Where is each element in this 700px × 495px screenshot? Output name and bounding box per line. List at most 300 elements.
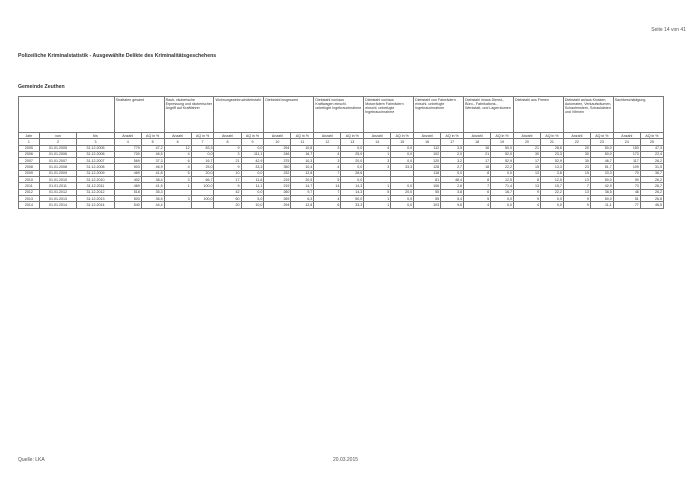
value-cell: 4 — [164, 151, 191, 157]
value-cell: 22,4 — [640, 151, 663, 157]
column-number: 14 — [364, 139, 391, 145]
group-header-empty — [19, 97, 115, 133]
value-cell: 0,0 — [341, 177, 364, 183]
column-header: AQ in % — [541, 133, 564, 139]
value-cell: 7 — [314, 170, 341, 176]
value-cell: 109 — [613, 164, 640, 170]
column-header: AQ in % — [241, 133, 264, 139]
value-cell: 1 — [364, 183, 391, 189]
value-cell: 11,1 — [241, 183, 264, 189]
value-cell: 17 — [513, 158, 540, 164]
column-number: 15 — [391, 139, 414, 145]
column-number: 5 — [141, 139, 164, 145]
value-cell: 46 — [613, 189, 640, 195]
column-number: 24 — [613, 139, 640, 145]
value-cell: 5 — [364, 189, 391, 195]
date-cell: 31.12.2011 — [77, 183, 114, 189]
year-cell: 2014 — [19, 202, 40, 208]
column-number: 18 — [464, 139, 491, 145]
value-cell: 16,7 — [191, 158, 214, 164]
column-header: Anzahl — [613, 133, 640, 139]
value-cell: 294 — [264, 202, 291, 208]
value-cell: 10,3 — [291, 158, 314, 164]
value-cell: 66,7 — [191, 177, 214, 183]
column-header: AQ in % — [141, 133, 164, 139]
value-cell: 128 — [414, 164, 441, 170]
date-cell: 01.01.2005 — [39, 145, 76, 151]
value-cell: 118 — [414, 170, 441, 176]
value-cell: 3 — [164, 195, 191, 201]
value-cell: 26,2 — [640, 177, 663, 183]
value-cell: 0,0 — [241, 189, 264, 195]
group-header: Diebstahl insgesamt — [264, 97, 314, 133]
value-cell: 21 — [464, 151, 491, 157]
column-header: AQ in % — [491, 133, 514, 139]
value-cell: 469 — [114, 170, 141, 176]
value-cell: 260 — [264, 189, 291, 195]
value-cell: 10,8 — [291, 145, 314, 151]
column-header: Anzahl — [513, 133, 540, 139]
value-cell: 0,0 — [391, 195, 414, 201]
value-cell: 21 — [214, 158, 241, 164]
value-cell: 7 — [314, 189, 341, 195]
value-cell: 10,4 — [291, 164, 314, 170]
value-cell: 13 — [513, 170, 540, 176]
value-cell: 100,0 — [191, 195, 214, 201]
value-cell: 28,6 — [341, 170, 364, 176]
value-cell: 0,0 — [341, 164, 364, 170]
column-number: 3 — [77, 139, 114, 145]
value-cell: 0,0 — [391, 145, 414, 151]
column-header: AQ in % — [341, 133, 364, 139]
value-cell: 3 — [164, 177, 191, 183]
value-cell: 6 — [164, 158, 191, 164]
value-cell: 15 — [563, 170, 590, 176]
value-cell: 0,0 — [491, 195, 514, 201]
value-cell: 117 — [613, 158, 640, 164]
value-cell: 8 — [513, 177, 540, 183]
value-cell: 9 — [214, 145, 241, 151]
value-cell: 503 — [114, 195, 141, 201]
column-number: 17 — [441, 139, 464, 145]
value-cell: 3,2 — [441, 158, 464, 164]
value-cell: 47,3 — [640, 145, 663, 151]
value-cell: 103 — [414, 202, 441, 208]
value-cell: 15 — [513, 164, 540, 170]
value-cell: 31,5 — [640, 164, 663, 170]
column-number: 2 — [39, 139, 76, 145]
value-cell: 25,0 — [341, 151, 364, 157]
value-cell: 20,5 — [291, 177, 314, 183]
value-cell: 11,1 — [590, 202, 613, 208]
value-cell: 0,0 — [191, 151, 214, 157]
value-cell: 46,7 — [590, 158, 613, 164]
table-row — [19, 202, 664, 208]
value-cell: 22,2 — [541, 189, 564, 195]
value-cell: 10,0 — [241, 202, 264, 208]
value-cell: 3 — [314, 158, 341, 164]
value-cell: 3 — [214, 151, 241, 157]
value-cell: 4 — [164, 164, 191, 170]
value-cell: 46,5 — [640, 202, 663, 208]
value-cell: 112 — [414, 145, 441, 151]
value-cell: 12,5 — [541, 177, 564, 183]
column-header: AQ in % — [441, 133, 464, 139]
value-cell: 33,3 — [241, 164, 264, 170]
value-cell: 50,0 — [590, 177, 613, 183]
value-cell: 16,7 — [491, 189, 514, 195]
value-cell: 17 — [464, 158, 491, 164]
value-cell: 26,2 — [640, 158, 663, 164]
value-cell: 111,1 — [241, 151, 264, 157]
group-header: Raub, räuberische Erpressung und räuberischer Angriff auf Kraftfahrer — [164, 97, 214, 133]
value-cell: 1 — [364, 195, 391, 201]
value-cell: 173 — [613, 151, 640, 157]
column-header: Anzahl — [464, 133, 491, 139]
group-header: Diebstahl aus Firmen — [513, 97, 563, 133]
date-cell: 01.01.2009 — [39, 170, 76, 176]
value-cell: 0,0 — [491, 170, 514, 176]
value-cell: 6 — [314, 202, 341, 208]
column-number: 13 — [341, 139, 364, 145]
column-header: bis — [77, 133, 114, 139]
column-header: Anzahl — [364, 133, 391, 139]
value-cell: 10 — [214, 170, 241, 176]
value-cell: 20,0 — [191, 170, 214, 176]
value-cell: 2,8 — [441, 183, 464, 189]
value-cell: 42 — [214, 189, 241, 195]
value-cell: 6,3 — [291, 195, 314, 201]
value-cell: 0,0 — [491, 202, 514, 208]
value-cell: 83,3 — [191, 145, 214, 151]
value-cell: 50,0 — [590, 195, 613, 201]
value-cell: 20 — [563, 145, 590, 151]
date-cell: 01.01.2013 — [39, 195, 76, 201]
value-cell: 51 — [613, 195, 640, 201]
value-cell: 269 — [264, 195, 291, 201]
group-header: Diebstahl an/aus Kiosken, Automaten, Verkaufsräumen, Schaufenstern, Schaukästen und Vitrinen — [563, 97, 613, 133]
value-cell: 73 — [613, 183, 640, 189]
value-cell: 23,3 — [541, 151, 564, 157]
value-cell: 13 — [563, 189, 590, 195]
value-cell: 35,3 — [141, 189, 164, 195]
value-cell: 402 — [114, 177, 141, 183]
value-cell: 0,0 — [241, 145, 264, 151]
value-cell: 44,4 — [141, 202, 164, 208]
value-cell: 294 — [264, 145, 291, 151]
value-cell: 219 — [264, 177, 291, 183]
column-number: 8 — [214, 139, 241, 145]
value-cell: 81 — [414, 177, 441, 183]
column-number: 25 — [640, 139, 663, 145]
date-cell: 31.12.2012 — [77, 189, 114, 195]
value-cell: 3 — [364, 164, 391, 170]
value-cell: 375 — [264, 158, 291, 164]
value-cell: 52,9 — [541, 158, 564, 164]
value-cell: 48,4 — [441, 177, 464, 183]
date-cell: 01.01.2008 — [39, 164, 76, 170]
value-cell: 30 — [513, 151, 540, 157]
column-header: Jahr — [19, 133, 40, 139]
footer-source: Quelle: LKA — [18, 457, 45, 463]
value-cell: 90 — [613, 177, 640, 183]
column-number: 12 — [314, 139, 341, 145]
value-cell: 5,4 — [441, 195, 464, 201]
column-header: Anzahl — [114, 133, 141, 139]
value-cell: 26,8 — [640, 195, 663, 201]
value-cell: 3 — [364, 158, 391, 164]
column-number: 19 — [491, 139, 514, 145]
value-cell: 36,5 — [141, 195, 164, 201]
value-cell: 33,3 — [391, 164, 414, 170]
column-number: 10 — [264, 139, 291, 145]
column-header: Anzahl — [563, 133, 590, 139]
value-cell: 12,8 — [291, 170, 314, 176]
page-number: Seite 14 von 41 — [651, 27, 686, 33]
value-cell: 3 — [314, 145, 341, 151]
date-cell: 31.12.2010 — [77, 177, 114, 183]
column-header: Anzahl — [314, 133, 341, 139]
value-cell: 120 — [414, 158, 441, 164]
group-header: Diebstahl in/aus Dienst-, Büro-, Fabrikations-, Werkstatt- und Lagerräumen — [464, 97, 514, 133]
value-cell: 6 — [464, 189, 491, 195]
value-cell: 700 — [114, 151, 141, 157]
value-cell: 16,7 — [291, 151, 314, 157]
value-cell: 38,5 — [590, 189, 613, 195]
value-cell: 0,0 — [391, 183, 414, 189]
value-cell: 26,2 — [640, 189, 663, 195]
value-cell: 13 — [563, 177, 590, 183]
value-cell: 9 — [563, 202, 590, 208]
value-cell: 246 — [264, 151, 291, 157]
value-cell: 4 — [364, 145, 391, 151]
value-cell: 5,0 — [241, 195, 264, 201]
value-cell: 55 — [414, 189, 441, 195]
year-cell: 2010 — [19, 177, 40, 183]
group-header: Sachbeschädigung — [613, 97, 663, 133]
value-cell: 15,7 — [541, 183, 564, 189]
year-cell: 2012 — [19, 189, 40, 195]
value-cell: 569 — [114, 158, 141, 164]
value-cell: 17 — [214, 177, 241, 183]
value-cell: 46,9 — [141, 164, 164, 170]
column-header: AQ in % — [191, 133, 214, 139]
value-cell: 540 — [114, 202, 141, 208]
value-cell: 14,7 — [291, 183, 314, 189]
value-cell: 4 — [314, 195, 341, 201]
value-cell: 0,0 — [541, 202, 564, 208]
value-cell: 47,2 — [141, 145, 164, 151]
year-cell: 2013 — [19, 195, 40, 201]
date-cell: 31.12.2006 — [77, 151, 114, 157]
value-cell: 9,7 — [291, 189, 314, 195]
value-cell: 21 — [513, 145, 540, 151]
year-cell: 2005 — [19, 145, 40, 151]
column-number: 21 — [541, 139, 564, 145]
value-cell: 51,7 — [590, 164, 613, 170]
column-number: 16 — [414, 139, 441, 145]
group-header: Diebstahl von Fahrrädern einschl. unbefugte Ingebrauchnahme — [414, 97, 464, 133]
column-header: AQ in % — [291, 133, 314, 139]
value-cell: 0,0 — [391, 151, 414, 157]
value-cell — [191, 202, 214, 208]
value-cell: 9 — [513, 189, 540, 195]
value-cell: 5 — [314, 177, 341, 183]
value-cell: 46,5 — [141, 151, 164, 157]
value-cell: 1 — [364, 151, 391, 157]
value-cell: 13,3 — [541, 164, 564, 170]
value-cell: 38,4 — [141, 177, 164, 183]
year-cell: 2009 — [19, 170, 40, 176]
value-cell: 70 — [613, 170, 640, 176]
date-cell: 01.01.2006 — [39, 151, 76, 157]
group-header: Straftaten gesamt — [114, 97, 164, 133]
value-cell: 350 — [264, 164, 291, 170]
value-cell — [164, 202, 191, 208]
value-cell: 13 — [513, 183, 540, 189]
value-cell: 0,0 — [441, 170, 464, 176]
value-cell: 12 — [164, 145, 191, 151]
value-cell: 22,2 — [491, 164, 514, 170]
value-cell: 50,0 — [341, 195, 364, 201]
value-cell: 3,8 — [541, 170, 564, 176]
column-number: 22 — [563, 139, 590, 145]
date-cell: 01.01.2011 — [39, 183, 76, 189]
year-cell: 2007 — [19, 158, 40, 164]
value-cell: 7 — [563, 183, 590, 189]
value-cell: 8 — [464, 170, 491, 176]
value-cell: 77 — [613, 202, 640, 208]
value-cell: 26,7 — [640, 183, 663, 189]
value-cell: 12,8 — [291, 202, 314, 208]
year-cell: 2008 — [19, 164, 40, 170]
value-cell: 30 — [563, 151, 590, 157]
value-cell: 0,0 — [391, 158, 414, 164]
value-cell: 106 — [414, 183, 441, 189]
group-header-row — [19, 97, 664, 133]
value-cell: 219 — [264, 183, 291, 189]
value-cell: 9,6 — [441, 202, 464, 208]
value-cell: 33,3 — [341, 202, 364, 208]
value-cell: 71,4 — [491, 183, 514, 189]
date-cell: 01.01.2012 — [39, 189, 76, 195]
value-cell: 9 — [214, 164, 241, 170]
value-cell: 9 — [214, 183, 241, 189]
value-cell: 14 — [314, 183, 341, 189]
value-cell: 16 — [464, 145, 491, 151]
column-number: 20 — [513, 139, 540, 145]
column-header: Anzahl — [164, 133, 191, 139]
year-cell: 2006 — [19, 151, 40, 157]
value-cell: 25,0 — [191, 164, 214, 170]
value-cell: 50,0 — [590, 145, 613, 151]
value-cell: 14,3 — [341, 183, 364, 189]
value-cell: 36,7 — [640, 170, 663, 176]
value-cell: 37,3 — [141, 158, 164, 164]
value-cell: 33,3 — [590, 170, 613, 176]
column-number: 1 — [19, 139, 40, 145]
value-cell: 30 — [563, 158, 590, 164]
value-cell: 2,0 — [441, 151, 464, 157]
date-cell: 31.12.2014 — [77, 202, 114, 208]
date-cell: 31.12.2008 — [77, 164, 114, 170]
value-cell: 150 — [613, 145, 640, 151]
value-cell: 0,0 — [541, 195, 564, 201]
value-cell: 3,5 — [441, 145, 464, 151]
value-cell: 55 — [414, 195, 441, 201]
value-cell: 518 — [114, 189, 141, 195]
column-number: 9 — [241, 139, 264, 145]
column-header: AQ in % — [590, 133, 613, 139]
group-header: Diebstahl von/aus Motorrädern Fahrrädern einschl. unbefugte Ingebrauchnahme — [364, 97, 414, 133]
value-cell: 20 — [214, 202, 241, 208]
date-cell: 01.01.2010 — [39, 177, 76, 183]
value-cell: 50,0 — [491, 145, 514, 151]
value-cell: 4 — [314, 151, 341, 157]
statistics-table — [18, 96, 664, 209]
date-cell: 01.01.2007 — [39, 158, 76, 164]
value-cell: 3,8 — [441, 189, 464, 195]
value-cell: 14,3 — [341, 189, 364, 195]
value-cell: 5 — [164, 170, 191, 176]
value-cell: 12,5 — [491, 177, 514, 183]
column-number: 11 — [291, 139, 314, 145]
value-cell: 41,5 — [141, 183, 164, 189]
value-cell: 7 — [464, 183, 491, 189]
year-cell: 2011 — [19, 183, 40, 189]
document-title: Polizeiliche Kriminalstatistik - Ausgewählte Delikte des Kriminalitätsgeschehens — [18, 53, 217, 59]
value-cell: 4 — [513, 202, 540, 208]
value-cell: 52,9 — [491, 158, 514, 164]
column-header: Anzahl — [214, 133, 241, 139]
value-cell: 9 — [563, 195, 590, 201]
value-cell: 1 — [164, 183, 191, 189]
date-cell: 01.01.2014 — [39, 202, 76, 208]
value-cell: 28,6 — [541, 145, 564, 151]
column-header: AQ in % — [640, 133, 663, 139]
value-cell: 50,0 — [590, 151, 613, 157]
value-cell: 8 — [464, 177, 491, 183]
value-cell: 20,0 — [391, 189, 414, 195]
value-cell: 23 — [563, 164, 590, 170]
value-cell: 2,7 — [441, 164, 464, 170]
column-header: AQ in % — [391, 133, 414, 139]
value-cell: 4 — [314, 164, 341, 170]
column-header: von — [39, 133, 76, 139]
date-cell: 31.12.2013 — [77, 195, 114, 201]
value-cell: 503 — [114, 164, 141, 170]
column-number: 6 — [164, 139, 191, 145]
value-cell: 20,0 — [341, 158, 364, 164]
value-cell: 41,8 — [141, 170, 164, 176]
value-cell: 5 — [464, 195, 491, 201]
value-cell: 0,0 — [391, 202, 414, 208]
value-cell: 42,9 — [241, 158, 264, 164]
value-cell: 9 — [513, 195, 540, 201]
value-cell: 4 — [464, 202, 491, 208]
value-cell: 52,0 — [491, 151, 514, 157]
value-cell: 18 — [464, 164, 491, 170]
column-header: Anzahl — [414, 133, 441, 139]
date-cell: 31.12.2007 — [77, 158, 114, 164]
value-cell: 60 — [214, 195, 241, 201]
footer-date: 20.03.2015 — [333, 457, 359, 463]
value-cell: 0,0 — [241, 170, 264, 176]
group-header: Diebstahl von/aus Kraftwagen einschl. unbefugte Ingebrauchnahme — [314, 97, 364, 133]
column-header: Anzahl — [264, 133, 291, 139]
value-cell: 102 — [414, 151, 441, 157]
group-header: Wohnungseinbruchdiebstahl — [214, 97, 264, 133]
